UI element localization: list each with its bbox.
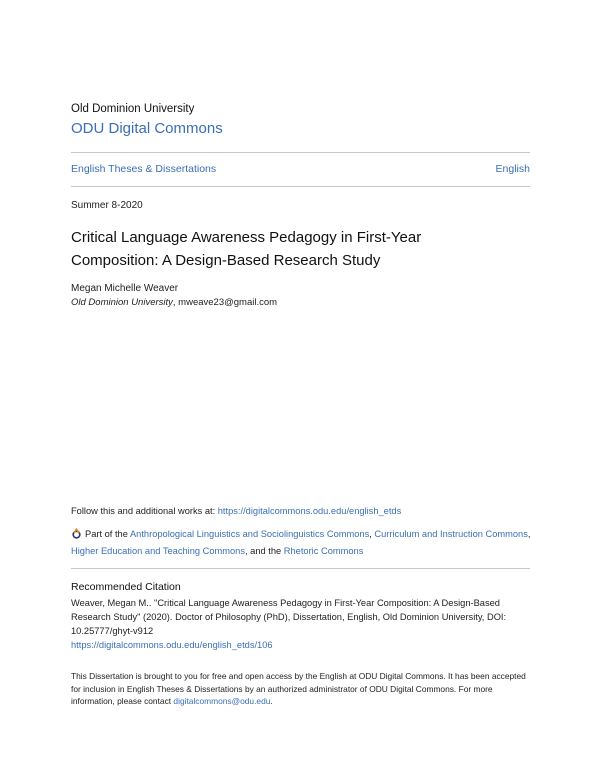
discipline-link-higher-education[interactable]: Higher Education and Teaching Commons [71, 546, 245, 556]
divider [71, 568, 530, 569]
separator: , [369, 529, 375, 539]
affiliation-name: Old Dominion University [71, 297, 173, 308]
divider [71, 152, 530, 153]
citation-url-link[interactable]: https://digitalcommons.odu.edu/english_etds/106 [71, 640, 273, 650]
separator: , and the [245, 546, 284, 556]
discipline-link-anthropological-linguistics[interactable]: Anthropological Linguistics and Sociolinguistics Commons [129, 529, 370, 539]
institution-name: Old Dominion University [71, 103, 195, 115]
department-link[interactable]: English [495, 163, 530, 175]
discipline-link-rhetoric[interactable]: Rhetoric Commons [283, 546, 364, 556]
collection-link[interactable]: English Theses & Dissertations [71, 163, 217, 175]
part-of-disciplines [71, 526, 531, 560]
divider [71, 186, 530, 187]
access-notice [71, 670, 531, 708]
follow-url-link[interactable]: https://digitalcommons.odu.edu/english_etds [217, 506, 402, 516]
notice-end: . [270, 696, 273, 706]
citation-text: Weaver, Megan M.. "Critical Language Awareness Pedagogy in First-Year Composition: A Design-Based Research Study" (2020). Doctor of Philosophy (PhD), Dissertation, English, Old Dominion University, DOI: 10.25777/ghyt-v912 [71, 598, 507, 636]
discipline-link-curriculum-instruction[interactable]: Curriculum and Instruction Commons [374, 529, 528, 539]
open-access-icon [71, 528, 82, 539]
repository-link[interactable]: ODU Digital Commons [71, 120, 223, 137]
recommended-citation-heading: Recommended Citation [71, 581, 181, 593]
author-affiliation [71, 297, 277, 308]
part-of-prefix: Part of the [85, 529, 130, 539]
separator: , [527, 529, 531, 539]
document-title: Critical Language Awareness Pedagogy in First-Year Composition: A Design-Based Research Study [71, 229, 422, 269]
follow-line [71, 506, 401, 516]
notice-text: This Dissertation is brought to you for free and open access by the English at ODU Digital Commons. It has been accepted for inclusion in English Theses & Dissertations by an authorized administrator of ODU Digital Commons. For more information, please contact [71, 671, 526, 706]
publication-date: Summer 8-2020 [71, 200, 143, 211]
contact-email-link[interactable]: digitalcommons@odu.edu [173, 696, 271, 706]
citation-block [71, 596, 531, 652]
follow-text: Follow this and additional works at: [71, 506, 218, 516]
author-email: , mweave23@gmail.com [172, 297, 278, 308]
author-name: Megan Michelle Weaver [71, 283, 179, 294]
